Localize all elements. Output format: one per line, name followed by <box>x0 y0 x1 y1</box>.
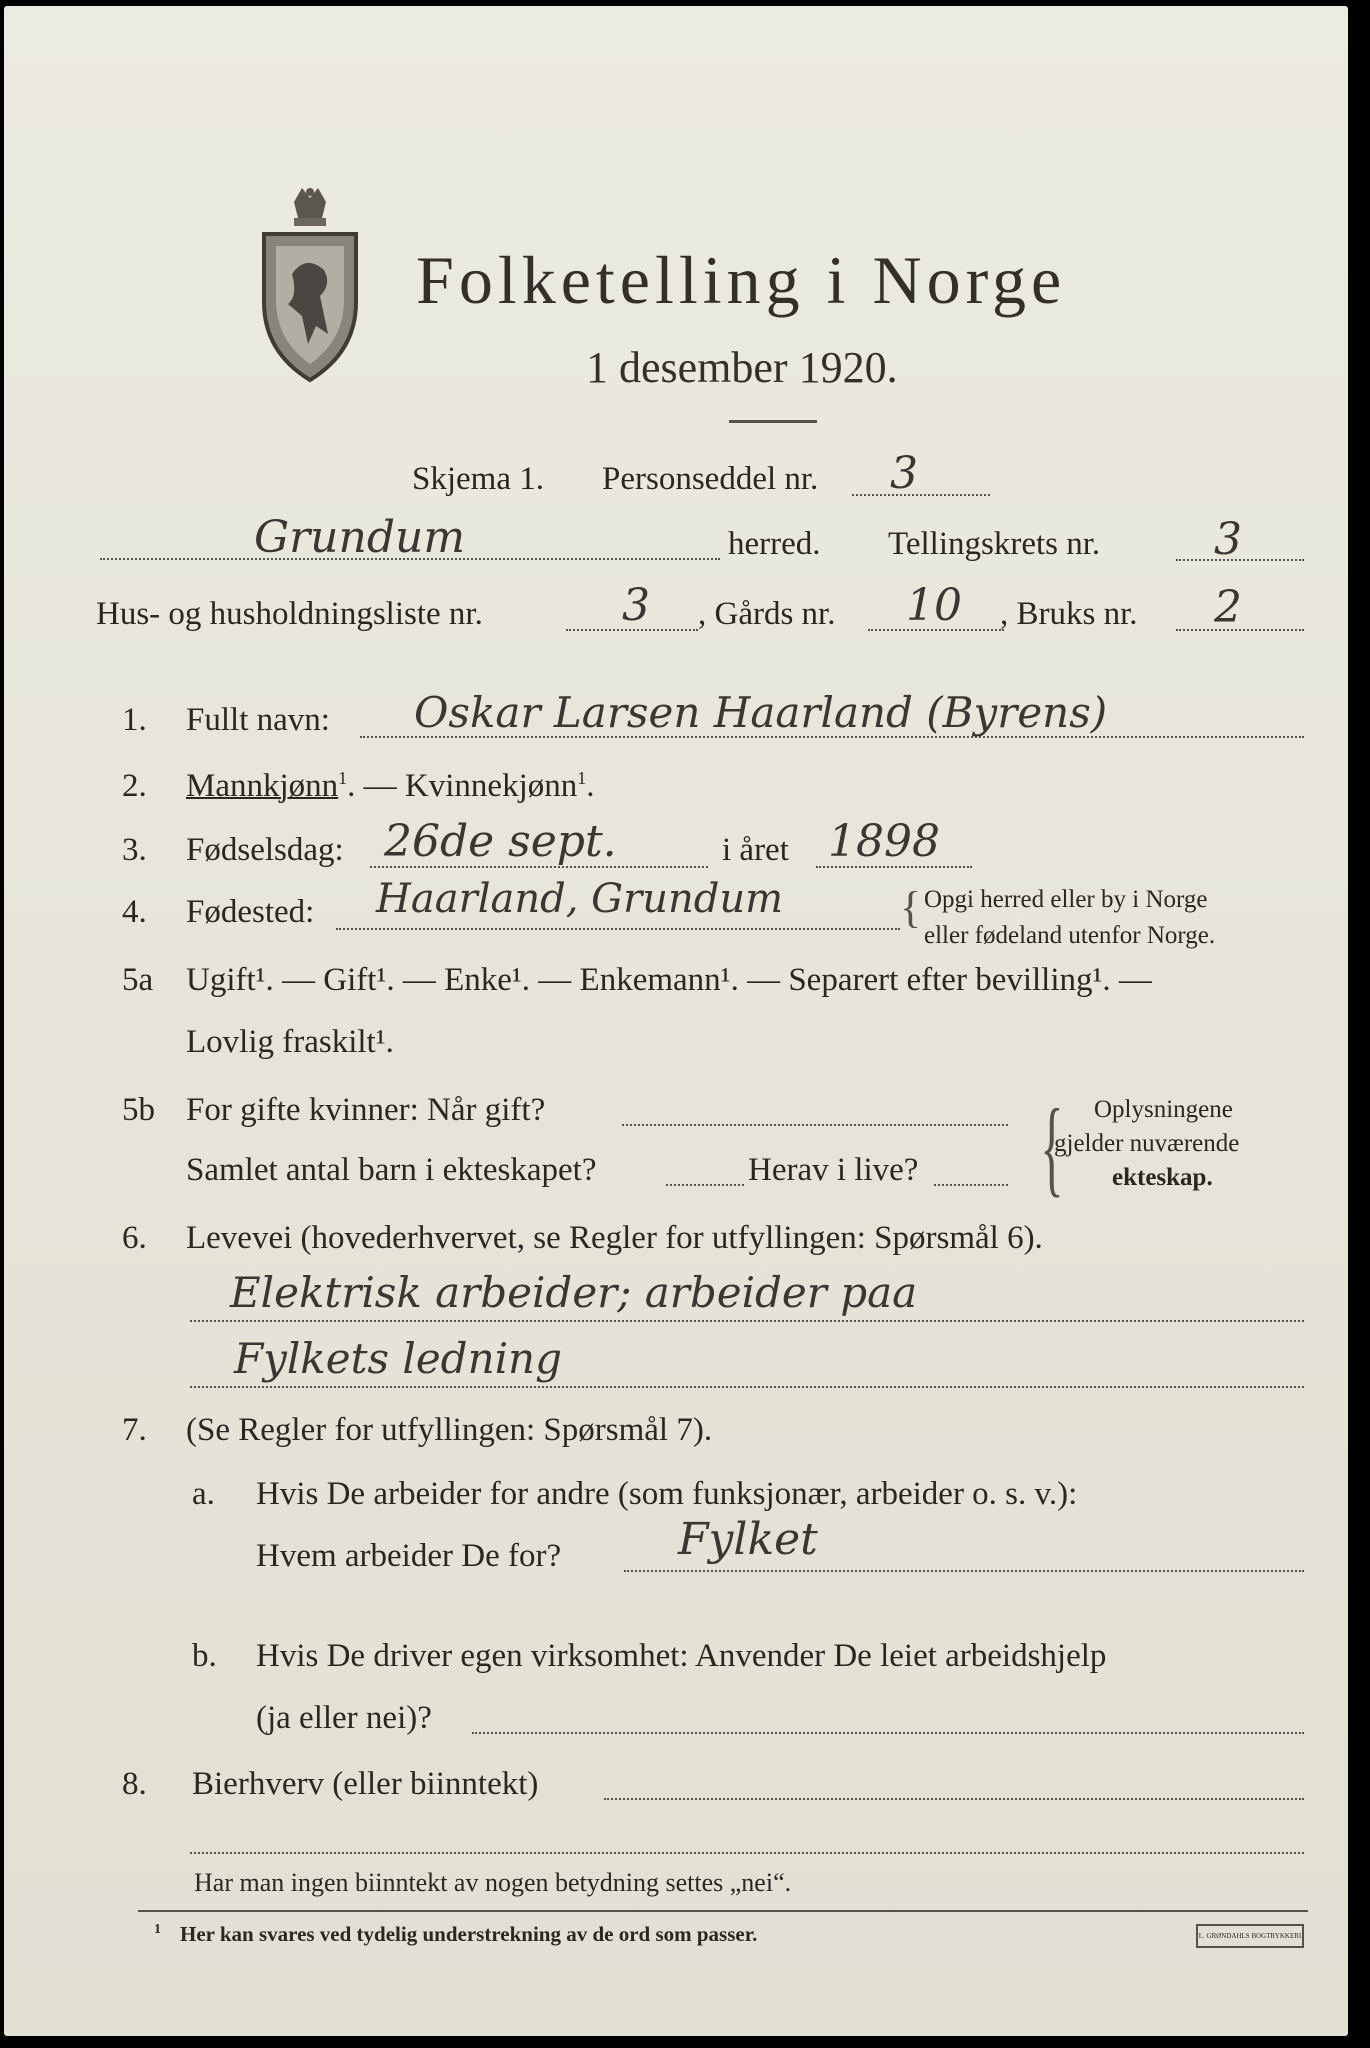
husliste-label: Hus- og husholdningsliste nr. <box>96 596 483 632</box>
employed-label: Hvis De arbeider for andre (som funksjonær, arbeider o. s. v.): <box>256 1476 1078 1512</box>
marriage-note-3: ekteskap. <box>1112 1164 1213 1191</box>
marriage-note-2: gjelder nuværende <box>1054 1130 1240 1157</box>
marital-options[interactable]: Ugift¹. — Gift¹. — Enke¹. — Enkemann¹. — Separert efter bevilling¹. — <box>186 962 1152 998</box>
personseddel-label: Personseddel nr. <box>602 461 819 497</box>
female-option[interactable]: Kvinnekjønn <box>404 768 578 804</box>
occupation-line-2 <box>190 1386 1304 1388</box>
footnote-text: Her kan svares ved tydelig understrekning av de ord som passer. <box>180 1922 758 1946</box>
occupation-value-1[interactable]: Elektrisk arbeider; arbeider paa <box>230 1268 918 1317</box>
gards-value[interactable]: 10 <box>906 580 962 631</box>
children-line <box>666 1184 744 1186</box>
q5a-number: 5a <box>122 962 154 998</box>
birthday-label: Fødselsdag: <box>186 832 344 868</box>
full-name-label: Fullt navn: <box>186 702 330 738</box>
occupation-value-2[interactable]: Fylkets ledning <box>234 1334 562 1383</box>
bruks-value[interactable]: 2 <box>1214 582 1242 633</box>
q1-number: 1. <box>122 702 147 738</box>
male-option[interactable]: Mannkjønn <box>186 768 339 804</box>
form-title: Folketelling i Norge <box>416 242 1067 318</box>
no-income-note: Har man ingen biinntekt av nogen betydning settes „nei“. <box>194 1868 792 1897</box>
census-date: 1 desember 1920. <box>586 343 898 392</box>
census-form <box>4 6 1348 2036</box>
hired-help-label: (ja eller nei)? <box>256 1700 432 1736</box>
birthplace-line <box>336 928 900 930</box>
side-income-line-2 <box>190 1852 1304 1854</box>
footnote-mark: 1 <box>154 1922 161 1937</box>
divorced-option[interactable]: Lovlig fraskilt¹. <box>186 1024 394 1060</box>
alive-label: Herav i live? <box>748 1152 919 1188</box>
employer-value[interactable]: Fylket <box>678 1514 818 1565</box>
bruks-label: , Bruks nr. <box>1000 596 1138 632</box>
hired-help-line <box>472 1732 1304 1734</box>
birthplace-label: Fødested: <box>186 894 315 930</box>
self-employed-label: Hvis De driver egen virksomhet: Anvender De leiet arbeidshjelp <box>256 1638 1107 1674</box>
printer-stamp: L. GRØNDAHLS BOGTRYKKERI <box>1196 1924 1304 1948</box>
footnote-ref: 1 <box>338 768 348 788</box>
q7b-number: b. <box>192 1638 217 1674</box>
tellingskrets-label: Tellingskrets nr. <box>888 526 1101 562</box>
employer-label: Hvem arbeider De for? <box>256 1538 562 1574</box>
q8-number: 8. <box>122 1766 147 1802</box>
q3-number: 3. <box>122 832 147 868</box>
children-label: Samlet antal barn i ekteskapet? <box>186 1152 597 1188</box>
q5b-number: 5b <box>122 1092 155 1128</box>
husliste-value[interactable]: 3 <box>622 580 650 631</box>
tellingskrets-value[interactable]: 3 <box>1214 514 1242 565</box>
side-income-label: Bierhverv (eller biinntekt) <box>192 1766 539 1802</box>
q7-number: 7. <box>122 1412 147 1448</box>
footnote-ref: 1 <box>577 768 587 788</box>
herred-value[interactable]: Grundum <box>254 512 466 563</box>
alive-line <box>934 1184 1008 1186</box>
occupation-label: Levevei (hovederhvervet, se Regler for utfyllingen: Spørsmål 6). <box>186 1220 1043 1256</box>
title-divider <box>729 420 817 423</box>
q7a-number: a. <box>192 1476 215 1512</box>
year-value[interactable]: 1898 <box>828 816 940 867</box>
full-name-value[interactable]: Oskar Larsen Haarland (Byrens) <box>414 688 1108 737</box>
q7-label: (Se Regler for utfyllingen: Spørsmål 7). <box>186 1412 713 1448</box>
married-date-line <box>622 1124 1008 1126</box>
employer-line <box>624 1570 1304 1572</box>
personseddel-line <box>852 494 990 496</box>
birthday-value[interactable]: 26de sept. <box>384 816 617 867</box>
separator: . — <box>347 768 405 804</box>
birthplace-note-1: Opgi herred eller by i Norge <box>924 886 1208 913</box>
married-women-label: For gifte kvinner: Når gift? <box>186 1092 546 1128</box>
herred-label: herred. <box>728 526 821 562</box>
sex-options <box>186 768 595 805</box>
schema-label: Skjema 1. <box>412 461 544 497</box>
brace: { <box>1040 1088 1064 1207</box>
personseddel-value[interactable]: 3 <box>890 448 918 499</box>
occupation-line-1 <box>190 1320 1304 1322</box>
side-income-line-1 <box>604 1798 1304 1800</box>
gards-label: , Gårds nr. <box>698 596 836 632</box>
footer-rule <box>138 1910 1308 1912</box>
q6-number: 6. <box>122 1220 147 1256</box>
brace: { <box>900 883 922 932</box>
coat-of-arms-icon <box>254 184 366 384</box>
marriage-note-1: Oplysningene <box>1094 1096 1233 1123</box>
birthplace-value[interactable]: Haarland, Grundum <box>376 876 784 922</box>
q2-number: 2. <box>122 768 147 804</box>
q4-number: 4. <box>122 894 147 930</box>
birthplace-note-2: eller fødeland utenfor Norge. <box>924 922 1216 949</box>
year-label: i året <box>722 832 789 868</box>
terminator: . <box>586 768 595 804</box>
